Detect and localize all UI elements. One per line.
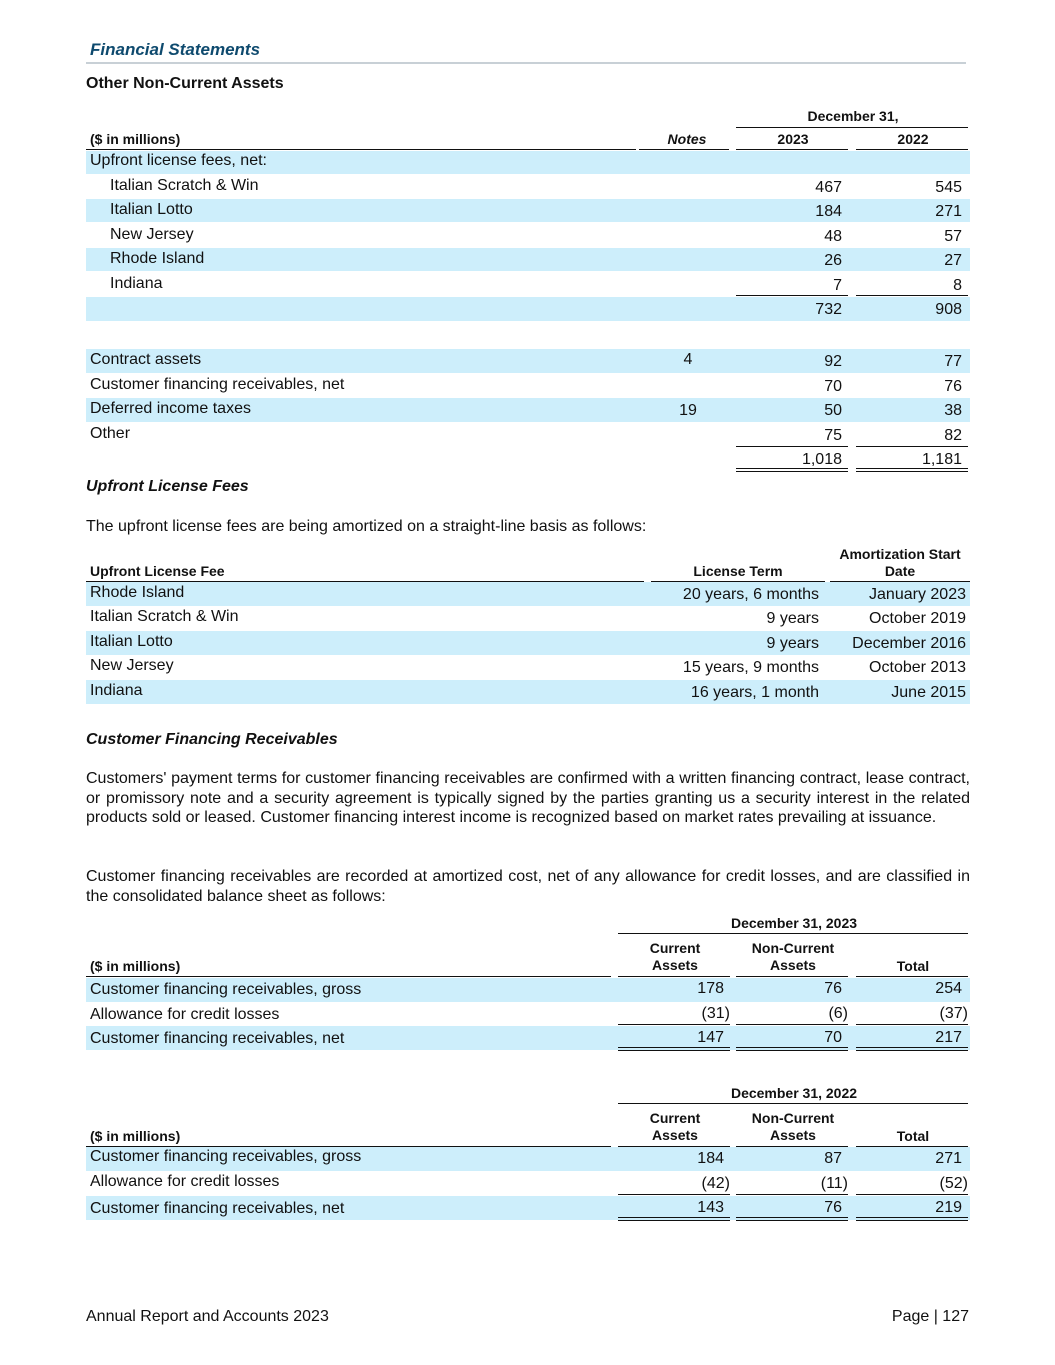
col-label: ($ in millions)	[90, 958, 181, 974]
value-2022: 8	[953, 277, 962, 294]
license-term: 16 years, 1 month	[690, 684, 819, 701]
value-2023: 75	[824, 427, 842, 444]
total-double-rule	[736, 468, 848, 472]
header-underline	[736, 976, 848, 977]
row-note: 19	[679, 402, 697, 419]
value-2022: 545	[935, 179, 962, 196]
row-label: Customer financing receivables, gross	[90, 981, 362, 998]
header-underline	[639, 149, 729, 150]
col-total: Total	[896, 1128, 930, 1144]
col-current-1: Current	[649, 940, 701, 956]
current-value: 147	[697, 1029, 724, 1046]
receivables-table-2022	[86, 1084, 970, 1224]
col-start-line1: Amortization Start	[839, 546, 961, 562]
col-label: ($ in millions)	[90, 131, 181, 147]
header-underline	[736, 149, 848, 150]
net-double-rule	[618, 1047, 730, 1051]
receivables-para-2: Customer financing receivables are recorded at amortized cost, net of any allowance for credit losses, and are classified in the consolidated balance sheet as follows:	[86, 868, 970, 905]
value-2022: 57	[944, 228, 962, 245]
start-date: January 2023	[869, 586, 966, 603]
row-label: Customer financing receivables, net	[90, 1200, 345, 1217]
col-term: License Term	[693, 563, 783, 579]
subtotal-rule	[856, 295, 968, 296]
section-title-other-assets: Other Non-Current Assets	[86, 75, 284, 92]
noncurrent-value: (11)	[820, 1175, 848, 1192]
row-label: Other	[90, 425, 131, 442]
net-rule	[736, 1024, 848, 1025]
section-title-upfront-fees: Upfront License Fees	[86, 478, 249, 495]
upfront-fees-table	[86, 545, 970, 705]
col-noncurrent-2: Assets	[770, 957, 816, 973]
row-label: New Jersey	[110, 226, 194, 243]
total-rule	[856, 446, 968, 447]
total-value: 219	[935, 1199, 962, 1216]
row-label: Italian Lotto	[110, 201, 193, 218]
row-label: Italian Scratch & Win	[110, 177, 259, 194]
total-double-rule	[856, 468, 968, 472]
col-noncurrent-2: Assets	[770, 1127, 816, 1143]
total-value: 271	[935, 1150, 962, 1167]
other-assets-table	[86, 108, 970, 478]
net-double-rule	[736, 1217, 848, 1221]
row-label: Rhode Island	[110, 250, 205, 267]
row-label: Allowance for credit losses	[90, 1173, 280, 1190]
total-value: 254	[935, 980, 962, 997]
row-label: Rhode Island	[90, 584, 185, 601]
period-underline	[618, 1103, 968, 1104]
license-term: 9 years	[766, 610, 819, 627]
subtotal-2023: 732	[815, 301, 842, 318]
row-label: Contract assets	[90, 351, 202, 368]
period-header: December 31, 2022	[730, 1085, 858, 1101]
total-value: (37)	[939, 1005, 968, 1022]
value-2022: 76	[944, 378, 962, 395]
col-total: Total	[896, 958, 930, 974]
col-label: ($ in millions)	[90, 1128, 181, 1144]
current-value: 143	[697, 1199, 724, 1216]
footer-report-title: Annual Report and Accounts 2023	[86, 1308, 329, 1325]
value-2022: 38	[944, 402, 962, 419]
col-fee: Upfront License Fee	[90, 563, 225, 579]
value-2023: 50	[824, 402, 842, 419]
license-term: 15 years, 9 months	[682, 659, 819, 676]
period-header: December 31, 2023	[730, 915, 858, 931]
group-label: Upfront license fees, net:	[90, 152, 267, 169]
total-2023: 1,018	[801, 451, 842, 468]
row-note: 4	[683, 351, 693, 368]
receivables-para-1: Customers' payment terms for customer financing receivables are confirmed with a written financing contract, lease contract, or promissory note and a security agreement is typically signed by the parties granting us a security interest in the related products sold or leased. Customer financing interest income is recognized based on market rates prevailing at issuance.	[86, 770, 970, 826]
header-rule	[86, 62, 966, 64]
net-rule	[618, 1194, 730, 1195]
start-date: December 2016	[852, 635, 966, 652]
subtotal-2022: 908	[935, 301, 962, 318]
license-term: 9 years	[766, 635, 819, 652]
value-2022: 82	[944, 427, 962, 444]
value-2023: 184	[815, 203, 842, 220]
footer-page-number: Page | 127	[891, 1308, 969, 1325]
noncurrent-value: (6)	[828, 1005, 848, 1022]
row-label: Customer financing receivables, net	[90, 1030, 345, 1047]
value-2023: 70	[824, 378, 842, 395]
total-2022: 1,181	[921, 451, 962, 468]
value-2023: 92	[824, 353, 842, 370]
header-underline	[86, 149, 636, 150]
net-double-rule	[856, 1047, 968, 1051]
col-2023: 2023	[777, 131, 809, 147]
net-rule	[736, 1194, 848, 1195]
net-rule	[856, 1024, 968, 1025]
start-date: October 2019	[869, 610, 966, 627]
header-underline	[856, 976, 968, 977]
col-current-1: Current	[649, 1110, 701, 1126]
period-underline	[736, 127, 968, 128]
value-2022: 27	[944, 252, 962, 269]
net-rule	[618, 1024, 730, 1025]
start-date: June 2015	[891, 684, 966, 701]
total-rule	[736, 446, 848, 447]
value-2023: 467	[815, 179, 842, 196]
row-label: Indiana	[110, 275, 163, 292]
header-underline	[856, 149, 968, 150]
col-2022: 2022	[897, 131, 929, 147]
row-label: Customer financing receivables, net	[90, 376, 345, 393]
section-title-receivables: Customer Financing Receivables	[86, 731, 338, 748]
current-value: (31)	[701, 1005, 730, 1022]
license-term: 20 years, 6 months	[682, 586, 819, 603]
current-value: 178	[697, 980, 724, 997]
col-noncurrent-1: Non-Current	[751, 940, 835, 956]
col-current-2: Assets	[652, 957, 698, 973]
upfront-fees-intro: The upfront license fees are being amortized on a straight-line basis as follows:	[86, 518, 647, 535]
period-underline	[618, 933, 968, 934]
current-value: (42)	[701, 1175, 730, 1192]
subtotal-rule	[736, 295, 848, 296]
col-notes: Notes	[667, 131, 707, 147]
noncurrent-value: 70	[824, 1029, 842, 1046]
row-label: Customer financing receivables, gross	[90, 1148, 362, 1165]
col-start-line2: Date	[884, 563, 916, 579]
receivables-table-2023	[86, 914, 970, 1054]
net-double-rule	[736, 1047, 848, 1051]
net-double-rule	[618, 1217, 730, 1221]
row-label: New Jersey	[90, 657, 174, 674]
col-noncurrent-1: Non-Current	[751, 1110, 835, 1126]
header-underline	[86, 976, 611, 977]
net-double-rule	[856, 1217, 968, 1221]
value-2022: 271	[935, 203, 962, 220]
row-label: Allowance for credit losses	[90, 1006, 280, 1023]
row-label: Indiana	[90, 682, 143, 699]
value-2023: 7	[833, 277, 842, 294]
total-value: 217	[935, 1029, 962, 1046]
row-label: Italian Scratch & Win	[90, 608, 239, 625]
start-date: October 2013	[869, 659, 966, 676]
value-2023: 26	[824, 252, 842, 269]
value-2023: 48	[824, 228, 842, 245]
current-value: 184	[697, 1150, 724, 1167]
period-header: December 31,	[807, 108, 899, 124]
noncurrent-value: 76	[824, 980, 842, 997]
row-label: Deferred income taxes	[90, 400, 251, 417]
noncurrent-value: 87	[824, 1150, 842, 1167]
total-value: (52)	[939, 1175, 968, 1192]
net-rule	[856, 1194, 968, 1195]
noncurrent-value: 76	[824, 1199, 842, 1216]
value-2022: 77	[944, 353, 962, 370]
row-label: Italian Lotto	[90, 633, 173, 650]
header-underline	[618, 976, 730, 977]
col-current-2: Assets	[652, 1127, 698, 1143]
running-title: Financial Statements	[90, 40, 261, 59]
